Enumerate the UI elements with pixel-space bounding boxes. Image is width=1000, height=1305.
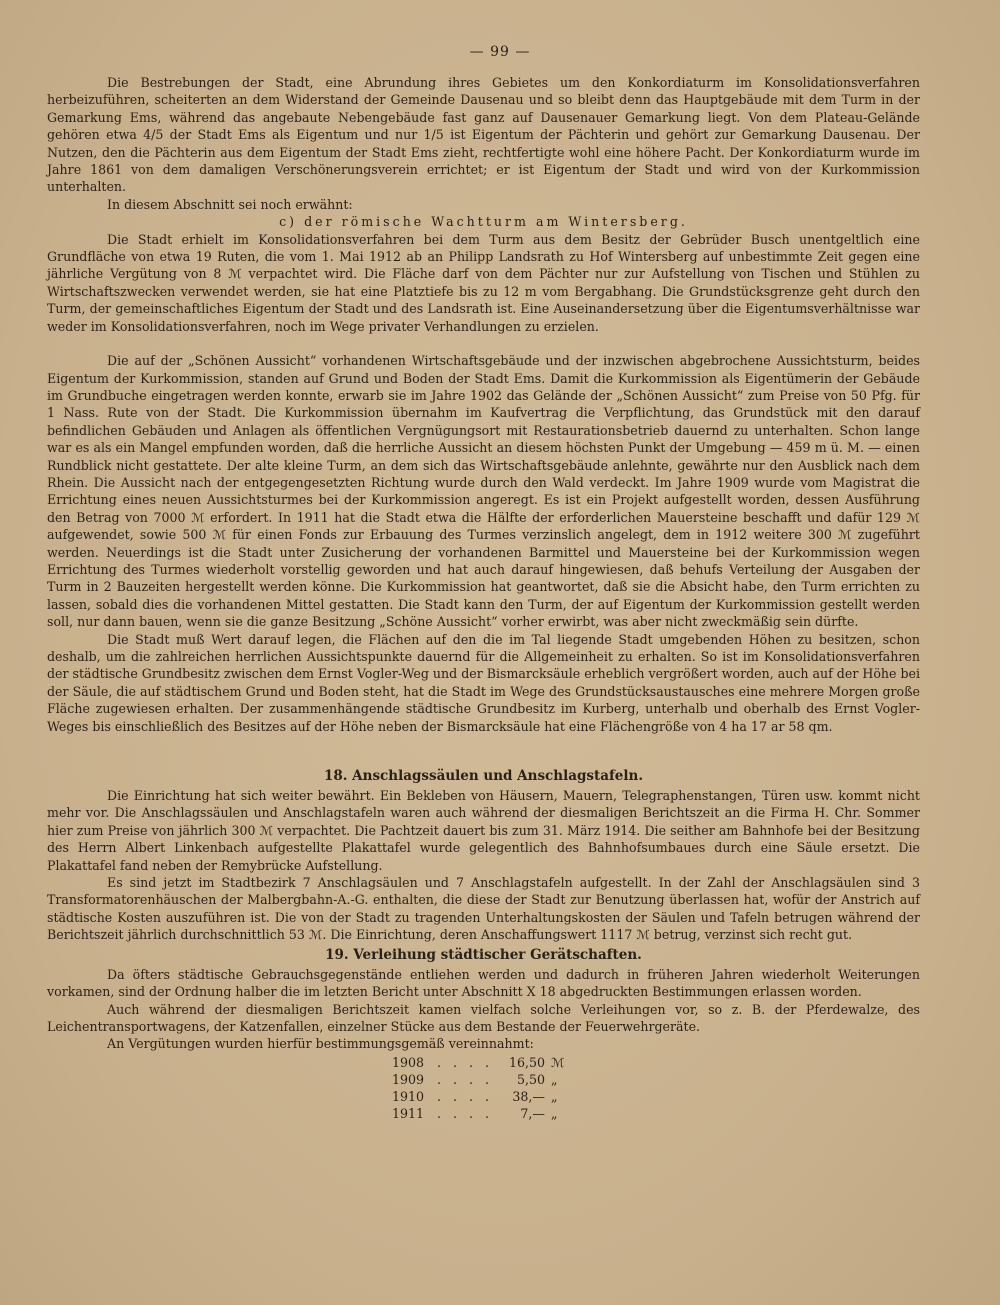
page-number: — 99 — bbox=[469, 44, 531, 60]
table-row bbox=[392, 1105, 920, 1122]
fee-table bbox=[392, 1054, 920, 1122]
subsection-c-paragraph-3: Die Stadt muß Wert darauf legen, die Flächen auf den die im Tal liegende Stadt umgebenden Höhen zu besitzen, schon deshalb, um die zahlreichen herrlichen Aussichtspunkte dauernd für die Allgemeinheit zu erhalten. So ist im Konsolidationsverfahren der städtische Grundbesitz zwischen dem Ernst Vogler-Weg und der Bismarcksäule erheblich vergrößert worden, auch auf der Höhe bei der Säule, die auf städtischem Grund und Boden steht, hat die Stadt im Wege des Grundstücksaustausches eine mehrere Morgen große Fläche zugewiesen erhalten. Der zusammenhängende städtische Grundbesitz im Kurberg, unterhalb und oberhalb des Ernst Vogler-Weges bis einschließlich des Besitzes auf der Höhe neben der Bismarcksäule hat eine Flächengröße von 4 ha 17 ar 58 qm. bbox=[47, 631, 921, 734]
table-year: 1909 bbox=[392, 1071, 425, 1087]
subsection-c-heading: c) der römische Wachtturm am Wintersberg. bbox=[279, 214, 688, 230]
table-year: 1910 bbox=[392, 1088, 425, 1104]
section-19-heading: 19. Verleihung städtischer Gerätschaften. bbox=[325, 946, 642, 963]
table-unit: „ bbox=[551, 1071, 558, 1087]
table-unit: ℳ bbox=[551, 1054, 565, 1070]
section-19-paragraph-2: Auch während der diesmaligen Berichtszeit kamen vielfach solche Verleihungen vor, so z. B. der Pferdewalze, des Leichentransportwagens, der Katzenfallen, einzelner Stücke aus dem Bestande der Feuerwehrgeräte. bbox=[47, 1001, 920, 1034]
table-unit: „ bbox=[551, 1105, 558, 1121]
table-amount: 38,— bbox=[512, 1088, 545, 1104]
table-row bbox=[392, 1071, 920, 1088]
paragraph-spacer bbox=[47, 335, 920, 352]
table-year: 1908 bbox=[392, 1054, 425, 1070]
section-spacer bbox=[47, 735, 920, 765]
table-amount: 7,— bbox=[520, 1105, 545, 1121]
table-row bbox=[392, 1054, 920, 1071]
page-body bbox=[47, 74, 920, 1122]
table-unit: „ bbox=[551, 1088, 558, 1104]
table-row bbox=[392, 1088, 920, 1105]
section-19-paragraph-3: An Vergütungen wurden hierfür bestimmungsgemäß vereinnahmt: bbox=[107, 1036, 534, 1052]
table-amount: 16,50 bbox=[508, 1054, 545, 1070]
table-dots: . . . . bbox=[437, 1088, 494, 1104]
subsection-c-paragraph-1: Die Stadt erhielt im Konsolidationsverfahren bei dem Turm aus dem Besitz der Gebrüder Busch unentgeltlich eine Grundfläche von etwa 19 Ruten, die vom 1. Mai 1912 ab an Philipp Landsrath zu Hof Wintersberg auf unbestimmte Zeit gegen eine jährliche Vergütung von 8 ℳ verpachtet wird. Die Fläche darf von dem Pächter nur zur Aufstellung von Tischen und Stühlen zu Wirtschaftszwecken verwendet werden, sie hat eine Platztiefe bis zu 12 m vom Bergabhang. Die Grundstücksgrenze geht durch den Turm, der gemeinschaftliches Eigentum der Stadt und des Landsrath ist. Eine Auseinandersetzung über die Eigentumsverhältnisse war weder im Konsolidationsverfahren, noch im Wege privater Verhandlungen zu erzielen. bbox=[47, 231, 920, 334]
section-18-paragraph-2: Es sind jetzt im Stadtbezirk 7 Anschlagsäulen und 7 Anschlagstafeln aufgestellt. In der Zahl der Anschlagsäulen sind 3 Transformatorenhäuschen der Malbergbahn-A.-G. enthalten, die diese der Stadt zur Benutzung überlassen hat, wofür der Anstrich auf städtische Kosten auszuführen ist. Die von der Stadt zu tragenden Unterhaltungskosten der Säulen und Tafeln betrugen während der Berichtszeit jährlich durchschnittlich 53 ℳ. Die Einrichtung, deren Anschaffungswert 1117 ℳ betrug, verzinst sich recht gut. bbox=[47, 875, 920, 943]
subsection-c-paragraph-2: Die auf der „Schönen Aussicht“ vorhandenen Wirtschaftsgebäude und der inzwischen abgebrochene Aussichtsturm, beides Eigentum der Kurkommission, standen auf Grund und Boden der Stadt Ems. Damit die Kurkommission als Eigentümerin der Gebäude im Grundbuche eingetragen werden konnte, erwarb sie im Jahre 1902 das Gelände der „Schönen Aussicht“ zum Preise von 50 Pfg. für 1 Nass. Rute von der Stadt. Die Kurkommission übernahm im Kaufvertrag die Verpflichtung, das Grundstück mit den darauf befindlichen Gebäuden und Anlagen als öffentlichen Vergnügungsort mit Restaurationsbetrieb dauernd zu unterhalten. Schon lange war es als ein Mangel empfunden worden, daß die herrliche Aussicht an diesem höchsten Punkt der Umgebung — 459 m ü. M. — einen Rundblick nicht gestattete. Der alte kleine Turm, an dem sich das Wirtschaftsgebäude anlehnte, gewährte nur den Ausblick nach dem Rhein. Die Aussicht nach der entgegengesetzten Richtung wurde durch den Wald verdeckt. Im Jahre 1909 wurde vom Magistrat die Errichtung eines neuen Aussichtsturmes bei der Kurkommission angeregt. Es ist ein Projekt aufgestellt worden, dessen Ausführung den Betrag von 7000 ℳ erfordert. In 1911 hat die Stadt etwa die Hälfte der erforderlichen Mauersteine beschafft und dafür 129 ℳ aufgewendet, sowie 500 ℳ für einen Fonds zur Erbauung des Turmes verzinslich angelegt, dem in 1912 weitere 300 ℳ zugeführt werden. Neuerdings ist die Stadt unter Zusicherung der vorhandenen Barmittel und Mauersteine bei der Kurkommission wegen Errichtung des Turmes wiederholt vorstellig geworden und hat auch darauf hingewiesen, daß behufs Verteilung der Ausgaben der Turm in 2 Bauzeiten hergestellt werden könne. Die Kurkommission hat geantwortet, daß sie die Absicht habe, den Turm errichten zu lassen, sobald dies die vorhandenen Mittel gestatten. Die Stadt kann den Turm, der auf Eigentum der Kurkommission gestellt werden soll, nur dann bauen, wenn sie die ganze Besitzung „Schöne Aussicht“ vorher erwirbt, was aber nicht zweckmäßig sein dürfte. bbox=[47, 353, 920, 630]
section-18-paragraph-1: Die Einrichtung hat sich weiter bewährt. Ein Bekleben von Häusern, Mauern, Telegraphenstangen, Türen usw. kommt nicht mehr vor. Die Anschlagssäulen und Anschlagstafeln waren auch während der diesmaligen Berichtszeit an die Firma H. Chr. Sommer hier zum Preise von jährlich 300 ℳ verpachtet. Die Pachtzeit dauert bis zum 31. März 1914. Die seither am Bahnhofe bei der Besitzung des Herrn Albert Linkenbach aufgestellte Plakattafel wurde gelegentlich des Bahnhofsumbaues durch eine Säule ersetzt. Die Plakattafel fand neben der Remybrücke Aufstellung. bbox=[47, 788, 920, 873]
table-dots: . . . . bbox=[437, 1105, 494, 1121]
section-18-heading: 18. Anschlagssäulen und Anschlagstafeln. bbox=[323, 768, 644, 785]
section-19-paragraph-1: Da öfters städtische Gebrauchsgegenstände entliehen werden und dadurch in früheren Jahren wiederholt Weiterungen vorkamen, sind der Ordnung halber die im letzten Bericht unter Abschnitt X 18 abgedruckten Bestimmungen erlassen worden. bbox=[47, 966, 920, 1000]
intro-paragraph-1: Die Bestrebungen der Stadt, eine Abrundung ihres Gebietes um den Konkordiaturm im Konsolidationsverfahren herbeizuführen, scheiterten an dem Widerstand der Gemeinde Dausenau und so bleibt denn das Hauptgebäude mit dem Turm in der Gemarkung Ems, während das angebaute Nebengebäude fast ganz auf Dausenauer Gemarkung liegt. Von dem Plateau-Gelände gehören etwa 4/5 der Stadt Ems als Eigentum und nur 1/5 ist Eigentum der Pächterin und gehört zur Gemarkung Dausenau. Der Nutzen, den die Pächterin aus dem Eigentum der Stadt Ems zieht, rechtfertigte wohl eine höhere Pacht. Der Konkordiaturm wurde im Jahre 1861 von dem damaligen Verschönerungsverein errichtet; er ist Eigentum der Stadt und wird von der Kurkommission unterhalten. bbox=[47, 75, 920, 195]
table-year: 1911 bbox=[392, 1105, 425, 1121]
table-dots: . . . . bbox=[437, 1054, 494, 1070]
table-dots: . . . . bbox=[437, 1071, 494, 1087]
intro-paragraph-2: In diesem Abschnitt sei noch erwähnt: bbox=[107, 196, 353, 212]
table-amount: 5,50 bbox=[516, 1071, 545, 1087]
